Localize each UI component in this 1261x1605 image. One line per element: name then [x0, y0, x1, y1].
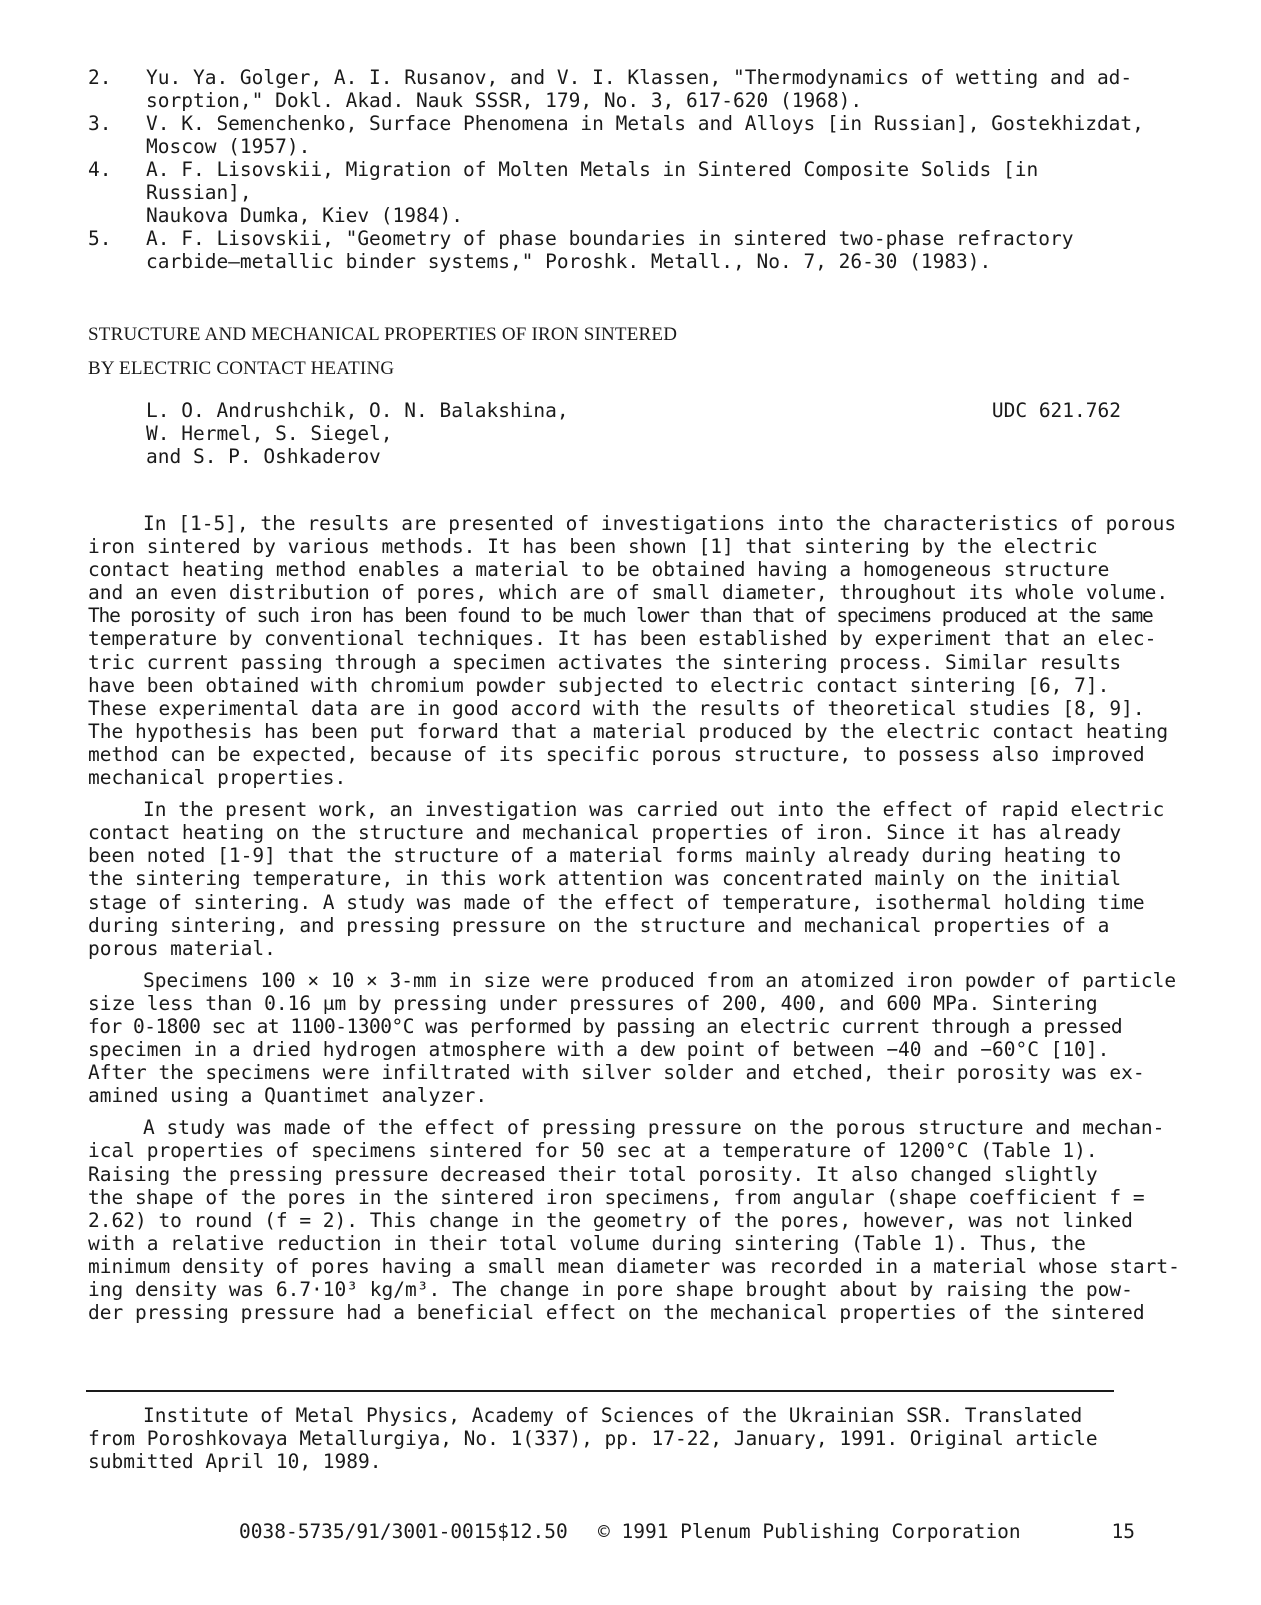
text-line: and an even distribution of pores, which are of small diameter, throughout its whole volume.: [88, 581, 1169, 605]
text-line: After the specimens were infiltrated with silver solder and etched, their porosity was ex-: [88, 1061, 1145, 1085]
reference-line: A. F. Lisovskii, "Geometry of phase boundaries in sintered two-phase refractory: [146, 227, 1074, 250]
reference-number: 2.: [88, 66, 112, 89]
text-line: amined using a Quantimet analyzer.: [88, 1084, 488, 1108]
article-body: [88, 512, 1180, 1333]
text-line: ical properties of specimens sintered for 50 sec at a temperature of 1200°C (Table 1).: [88, 1139, 1098, 1163]
footnote-line: Institute of Metal Physics, Academy of Sciences of the Ukrainian SSR. Translated: [143, 1404, 1083, 1427]
paragraph: [88, 512, 1177, 790]
text-line: tric current passing through a specimen activates the sintering process. Similar results: [88, 650, 1122, 674]
text-line: minimum density of pores having a small mean diameter was recorded in a material whose start-: [88, 1254, 1180, 1278]
reference-line: A. F. Lisovskii, Migration of Molten Metals in Sintered Composite Solids [in Russian],: [146, 158, 1039, 204]
text-line: These experimental data are in good accord with the results of theoretical studies [8, 9].: [88, 696, 1145, 720]
reference-line: carbide—metallic binder systems," Poroshk. Metall., No. 7, 26-30 (1983).: [146, 250, 992, 273]
text-line: In [1-5], the results are presented of investigations into the characteristics of porous: [143, 512, 1177, 535]
author-list: [146, 399, 569, 468]
paragraph: [88, 1116, 1180, 1325]
reference-line: sorption," Dokl. Akad. Nauk SSSR, 179, No. 3, 617-620 (1968).: [146, 89, 863, 112]
reference-line: Naukova Dumka, Kiev (1984).: [146, 204, 463, 227]
text-line: contact heating method enables a material to be obtained having a homogeneous structure: [88, 558, 1110, 582]
title-line: BY ELECTRIC CONTACT HEATING: [88, 358, 395, 379]
text-line: have been obtained with chromium powder subjected to electric contact sintering [6, 7].: [88, 673, 1110, 697]
author-line: and S. P. Oshkaderov: [146, 445, 381, 468]
footnote: [88, 1404, 1128, 1473]
article-title: [88, 318, 677, 386]
text-line: the sintering temperature, in this work attention was concentrated mainly on the initial: [88, 867, 1122, 891]
reference-item: [88, 158, 1148, 227]
reference-item: [88, 112, 1148, 158]
reference-number: 3.: [88, 112, 112, 135]
reference-line: V. K. Semenchenko, Surface Phenomena in Metals and Alloys [in Russian], Gostekhizdat,: [146, 112, 1144, 135]
reference-number: 4.: [88, 158, 112, 181]
paragraph: [88, 798, 1165, 960]
copyright-notice: © 1991 Plenum Publishing Corporation: [598, 1520, 1021, 1543]
text-line: iron sintered by various methods. It has been shown [1] that sintering by the electric: [88, 535, 1098, 559]
text-line: der pressing pressure had a beneficial effect on the mechanical properties of the sintered: [88, 1301, 1145, 1325]
text-line: porous material.: [88, 936, 276, 960]
reference-line: Yu. Ya. Golger, A. I. Rusanov, and V. I. Klassen, "Thermodynamics of wetting and ad-: [146, 66, 1133, 89]
text-line: The porosity of such iron has been found to be much lower than that of specimens produced at the same: [88, 604, 1153, 628]
text-line: mechanical properties.: [88, 766, 347, 790]
text-line: for 0-1800 sec at 1100-1300°C was performed by passing an electric current through a pressed: [88, 1014, 1123, 1038]
text-line: during sintering, and pressing pressure on the structure and mechanical properties of a: [88, 913, 1110, 937]
reference-item: [88, 66, 1148, 112]
text-line: contact heating on the structure and mechanical properties of iron. Since it has already: [88, 821, 1122, 845]
title-line: STRUCTURE AND MECHANICAL PROPERTIES OF IRON SINTERED: [88, 324, 678, 345]
text-line: Raising the pressing pressure decreased their total porosity. It also changed slightly: [88, 1162, 1098, 1186]
text-line: been noted [1-9] that the structure of a material forms mainly already during heating to: [88, 844, 1122, 868]
reference-number: 5.: [88, 227, 112, 250]
text-line: In the present work, an investigation was carried out into the effect of rapid electric: [143, 798, 1165, 822]
reference-item: [88, 227, 1148, 273]
text-line: size less than 0.16 μm by pressing under pressures of 200, 400, and 600 MPa. Sintering: [88, 991, 1098, 1015]
page-number: 15: [1111, 1520, 1135, 1543]
reference-line: Moscow (1957).: [146, 135, 311, 158]
document-code: 0038-5735/91/3001-0015$12.50: [239, 1520, 568, 1543]
paragraph: [88, 968, 1177, 1108]
reference-list: [88, 66, 1148, 273]
udc-code: UDC 621.762: [991, 399, 1121, 422]
text-line: temperature by conventional techniques. It has been established by experiment that an elec-: [88, 627, 1157, 651]
text-line: The hypothesis has been put forward that a material produced by the electric contact heating: [88, 719, 1169, 743]
text-line: method can be expected, because of its specific porous structure, to possess also improved: [88, 742, 1145, 766]
text-line: with a relative reduction in their total volume during sintering (Table 1). Thus, the: [88, 1231, 1086, 1255]
author-line: W. Hermel, S. Siegel,: [146, 422, 393, 445]
text-line: ing density was 6.7·10³ kg/m³. The change in pore shape brought about by raising the pow-: [88, 1278, 1133, 1301]
text-line: the shape of the pores in the sintered iron specimens, from angular (shape coefficient f =: [88, 1185, 1145, 1209]
footnote-divider: [86, 1390, 1114, 1392]
text-line: 2.62) to round (f = 2). This change in the geometry of the pores, however, was not linked: [88, 1208, 1133, 1232]
footnote-line: from Poroshkovaya Metallurgiya, No. 1(337), pp. 17-22, January, 1991. Original article: [88, 1427, 1098, 1450]
footnote-line: submitted April 10, 1989.: [88, 1450, 382, 1473]
text-line: A study was made of the effect of pressing pressure on the porous structure and mechan-: [143, 1116, 1165, 1140]
text-line: stage of sintering. A study was made of the effect of temperature, isothermal holding time: [88, 890, 1145, 914]
text-line: Specimens 100 × 10 × 3-mm in size were produced from an atomized iron powder of particle: [143, 968, 1177, 992]
author-line: L. O. Andrushchik, O. N. Balakshina,: [146, 399, 569, 422]
text-line: specimen in a dried hydrogen atmosphere with a dew point of between −40 and −60°C [10].: [88, 1038, 1110, 1062]
